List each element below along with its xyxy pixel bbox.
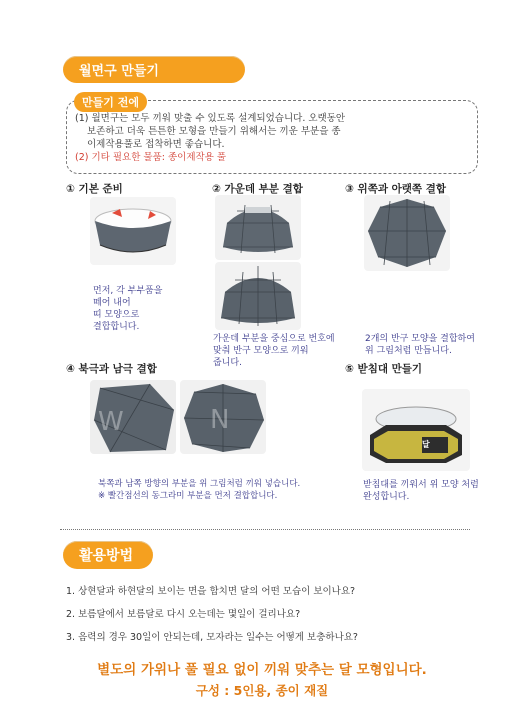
step-4-caption — [98, 478, 300, 502]
page-title: 월면구 만들기 — [63, 56, 245, 83]
step-2-title: ② 가운데 부분 결합 — [212, 183, 303, 195]
step-4-photo-right — [180, 380, 266, 454]
step-1-caption — [93, 285, 162, 333]
usage-question-2: 2. 보름달에서 보름달로 다시 오는데는 몇일이 걸리나요? — [66, 609, 301, 620]
step-1-title: ① 기본 준비 — [66, 183, 123, 195]
step-1-caption-line-3: 띠 모양으로 — [93, 310, 140, 320]
step-4-title: ④ 북극과 남극 결합 — [66, 363, 157, 375]
step-1-caption-line-1: 먼저, 각 부부품을 — [93, 286, 163, 296]
step-3-title: ③ 위쪽과 아랫쪽 결합 — [345, 183, 447, 195]
step-3-caption-line-1: 2개의 반구 모양을 결합하여 — [365, 334, 475, 344]
step-5-caption-line-2: 완성합니다. — [363, 492, 410, 502]
step-5-caption-line-1: 받침대를 끼워서 위 모양 처럼 — [363, 480, 479, 490]
step-5-caption — [363, 479, 479, 503]
usage-title: 활용방법 — [63, 541, 153, 569]
intro-line-3: 이제작용풀로 접착하면 좋습니다. — [87, 139, 225, 150]
step-2-photo-bottom — [215, 262, 301, 330]
step-3-photo — [364, 195, 450, 271]
svg-text:N: N — [210, 405, 230, 435]
footer-line-2: 구성 : 5인용, 종이 재질 — [195, 683, 329, 698]
usage-question-3: 3. 음력의 경우 30일이 안되는데, 모자라는 일수는 어떻게 보충하나요? — [66, 632, 358, 643]
step-5-photo — [362, 389, 470, 471]
step-2-photo-top — [215, 195, 301, 260]
intro-line-1: (1) 월면구는 모두 끼워 맞출 수 있도록 설계되었습니다. 오랫동안 — [75, 113, 346, 124]
intro-line-2: 보존하고 더욱 튼튼한 모형을 만들기 위해서는 끼운 부분을 종 — [87, 126, 341, 137]
step-1-photo — [90, 197, 176, 265]
step-2-caption — [213, 333, 335, 369]
intro-title: 만들기 전에 — [74, 92, 147, 112]
step-2-caption-line-3: 줍니다. — [213, 358, 242, 368]
svg-text:W: W — [98, 407, 124, 437]
section-divider — [60, 529, 470, 530]
footer-line-1: 별도의 가위나 풀 필요 없이 끼워 맞추는 달 모형입니다. — [97, 662, 427, 678]
step-3-caption — [365, 333, 475, 357]
step-4-caption-line-1: 북쪽과 남쪽 방향의 부분을 위 그림처럼 끼워 넣습니다. — [98, 479, 301, 489]
step-5-title: ⑤ 받침대 만들기 — [345, 363, 423, 375]
usage-question-1: 1. 상현달과 하현달의 보이는 면을 합치면 달의 어떤 모습이 보이나요? — [66, 586, 356, 597]
step-3-caption-line-2: 위 그림처럼 만듭니다. — [365, 346, 452, 356]
stand-label: 달 — [422, 440, 430, 449]
intro-line-4: (2) 기타 필요한 물품: 종이제작용 풀 — [75, 152, 227, 163]
step-2-caption-line-2: 맞춰 반구 모양으로 끼워 — [213, 346, 309, 356]
step-1-caption-line-2: 떼어 내어 — [93, 298, 131, 308]
step-4-caption-note: ※ 빨간점선의 동그라미 부분을 먼저 결합합니다. — [98, 491, 278, 501]
intro-text — [75, 112, 470, 164]
step-2-caption-line-1: 가운데 부분을 중심으로 번호에 — [213, 334, 335, 344]
step-1-caption-line-4: 결합합니다. — [93, 322, 140, 332]
step-4-photo-left — [90, 380, 176, 454]
